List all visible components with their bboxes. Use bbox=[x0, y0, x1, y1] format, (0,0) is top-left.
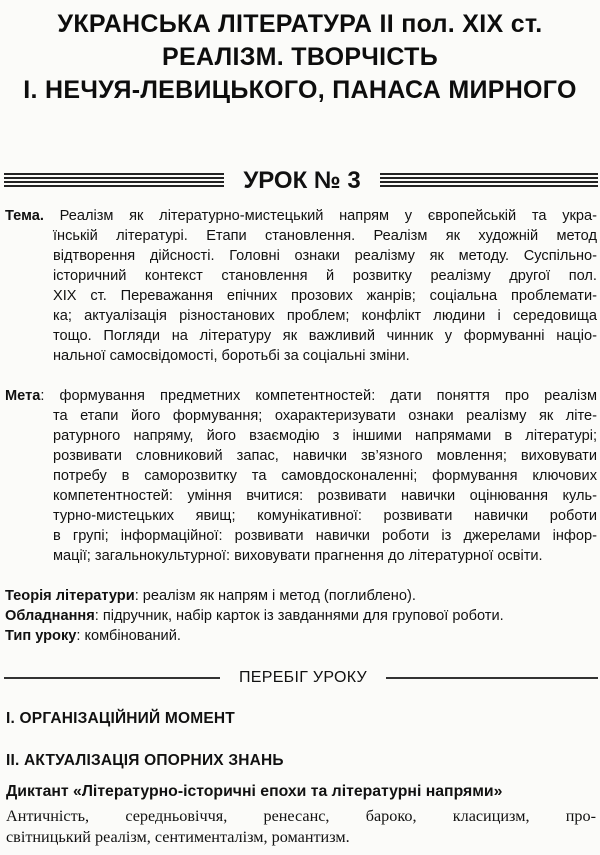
perebig-divider bbox=[4, 666, 598, 690]
divider-line-right bbox=[386, 677, 598, 679]
meta-label: Мета bbox=[5, 388, 41, 404]
meta-paragraph bbox=[5, 386, 597, 566]
divider-line-left bbox=[4, 677, 220, 679]
meta-line-3: ратурного напряму, його взаємодію з іншими напрямами в літературі; bbox=[53, 428, 597, 444]
tema-paragraph bbox=[5, 206, 597, 366]
tema-label: Тема. bbox=[5, 208, 44, 224]
decorative-rule-right bbox=[380, 173, 598, 189]
obladnannia-label: Обладнання bbox=[5, 608, 95, 624]
section-heading-2: ІІ. АКТУАЛІЗАЦІЯ ОПОРНИХ ЗНАНЬ bbox=[6, 752, 284, 769]
meta-line-7: турно-мистецьких явищ; комунікативної: розвивати навички роботи bbox=[53, 508, 597, 524]
perebig-label: ПЕРЕБІГ УРОКУ bbox=[238, 669, 368, 686]
decorative-rule-left bbox=[4, 173, 224, 189]
tema-line-8: нальної самосвідомості, боротьбі за соціальні зміни. bbox=[53, 348, 410, 364]
meta-line-8: в групі; інформаційної: розвивати навички роботи із джерелами інфор- bbox=[53, 528, 597, 544]
tema-line-2: їнській літературі. Етапи становлення. Реалізм як художній метод bbox=[53, 228, 597, 244]
dictation-line-1: Античність, середньовіччя, ренесанс, бароко, класицизм, про- bbox=[6, 807, 596, 825]
meta-line-2: та етапи його формування; охарактеризувати ознаки реалізму як літе- bbox=[53, 408, 597, 424]
teoria-row bbox=[5, 586, 597, 606]
dictation-text bbox=[6, 806, 596, 848]
tema-line-6: ка; актуалізація різностанових проблем; конфлікт людини і середовища bbox=[53, 308, 597, 324]
tema-line-5: XIX ст. Переважання епічних прозових жанрів; соціальна проблемати- bbox=[53, 288, 597, 304]
teoria-text: : реалізм як напрям і метод (поглиблено). bbox=[134, 588, 416, 604]
lesson-info bbox=[5, 586, 597, 646]
typ-row bbox=[5, 626, 597, 646]
section-heading-1: І. ОРГАНІЗАЦІЙНИЙ МОМЕНТ bbox=[6, 710, 235, 727]
title-line-2: РЕАЛІЗМ. ТВОРЧІСТЬ bbox=[162, 43, 438, 71]
tema-line-3: відтворення дійсності. Головні ознаки реалізму як методу. Суспільно- bbox=[53, 248, 597, 264]
meta-line-1: : формування предметних компетентностей: дати поняття про реалізм bbox=[40, 388, 597, 404]
lesson-header bbox=[4, 166, 598, 196]
obladnannia-row bbox=[5, 606, 597, 626]
tema-line-7: тощо. Погляди на літературу як важливий чинник у формуванні націо- bbox=[53, 328, 597, 344]
tema-line-1: Реалізм як літературно-мистецький напрям у європейській та укра- bbox=[43, 208, 597, 224]
title-line-1: УКРАНСЬКА ЛІТЕРАТУРА ІІ пол. ХІХ ст. bbox=[57, 10, 543, 38]
obladnannia-text: : підручник, набір карток із завданнями для групової роботи. bbox=[94, 608, 504, 624]
lesson-title: УРОК № 3 bbox=[243, 167, 361, 194]
meta-line-4: розвивати словниковий запас, навички зв’язного мовлення; виховувати bbox=[53, 448, 597, 464]
dictation-line-2: світницький реалізм, сентименталізм, романтизм. bbox=[6, 828, 350, 846]
meta-line-5: потребу в саморозвитку та самовдосконаленні; формування ключових bbox=[53, 468, 597, 484]
title-line-3: І. НЕЧУЯ-ЛЕВИЦЬКОГО, ПАНАСА МИРНОГО bbox=[23, 76, 577, 104]
teoria-label: Теорія літератури bbox=[5, 588, 135, 604]
meta-line-9: мації; загальнокультурної: виховувати прагнення до літературної освіти. bbox=[53, 548, 543, 564]
tema-line-4: історичний контекст становлення й розвитку реалізму другої пол. bbox=[53, 268, 597, 284]
page-title bbox=[0, 8, 600, 107]
typ-label: Тип уроку bbox=[5, 628, 77, 644]
meta-line-6: компетентностей: уміння вчитися: розвивати навички оцінювання куль- bbox=[53, 488, 597, 504]
typ-text: : комбінований. bbox=[76, 628, 181, 644]
dictation-title: Диктант «Літературно-історичні епохи та літературні напрями» bbox=[6, 783, 503, 800]
